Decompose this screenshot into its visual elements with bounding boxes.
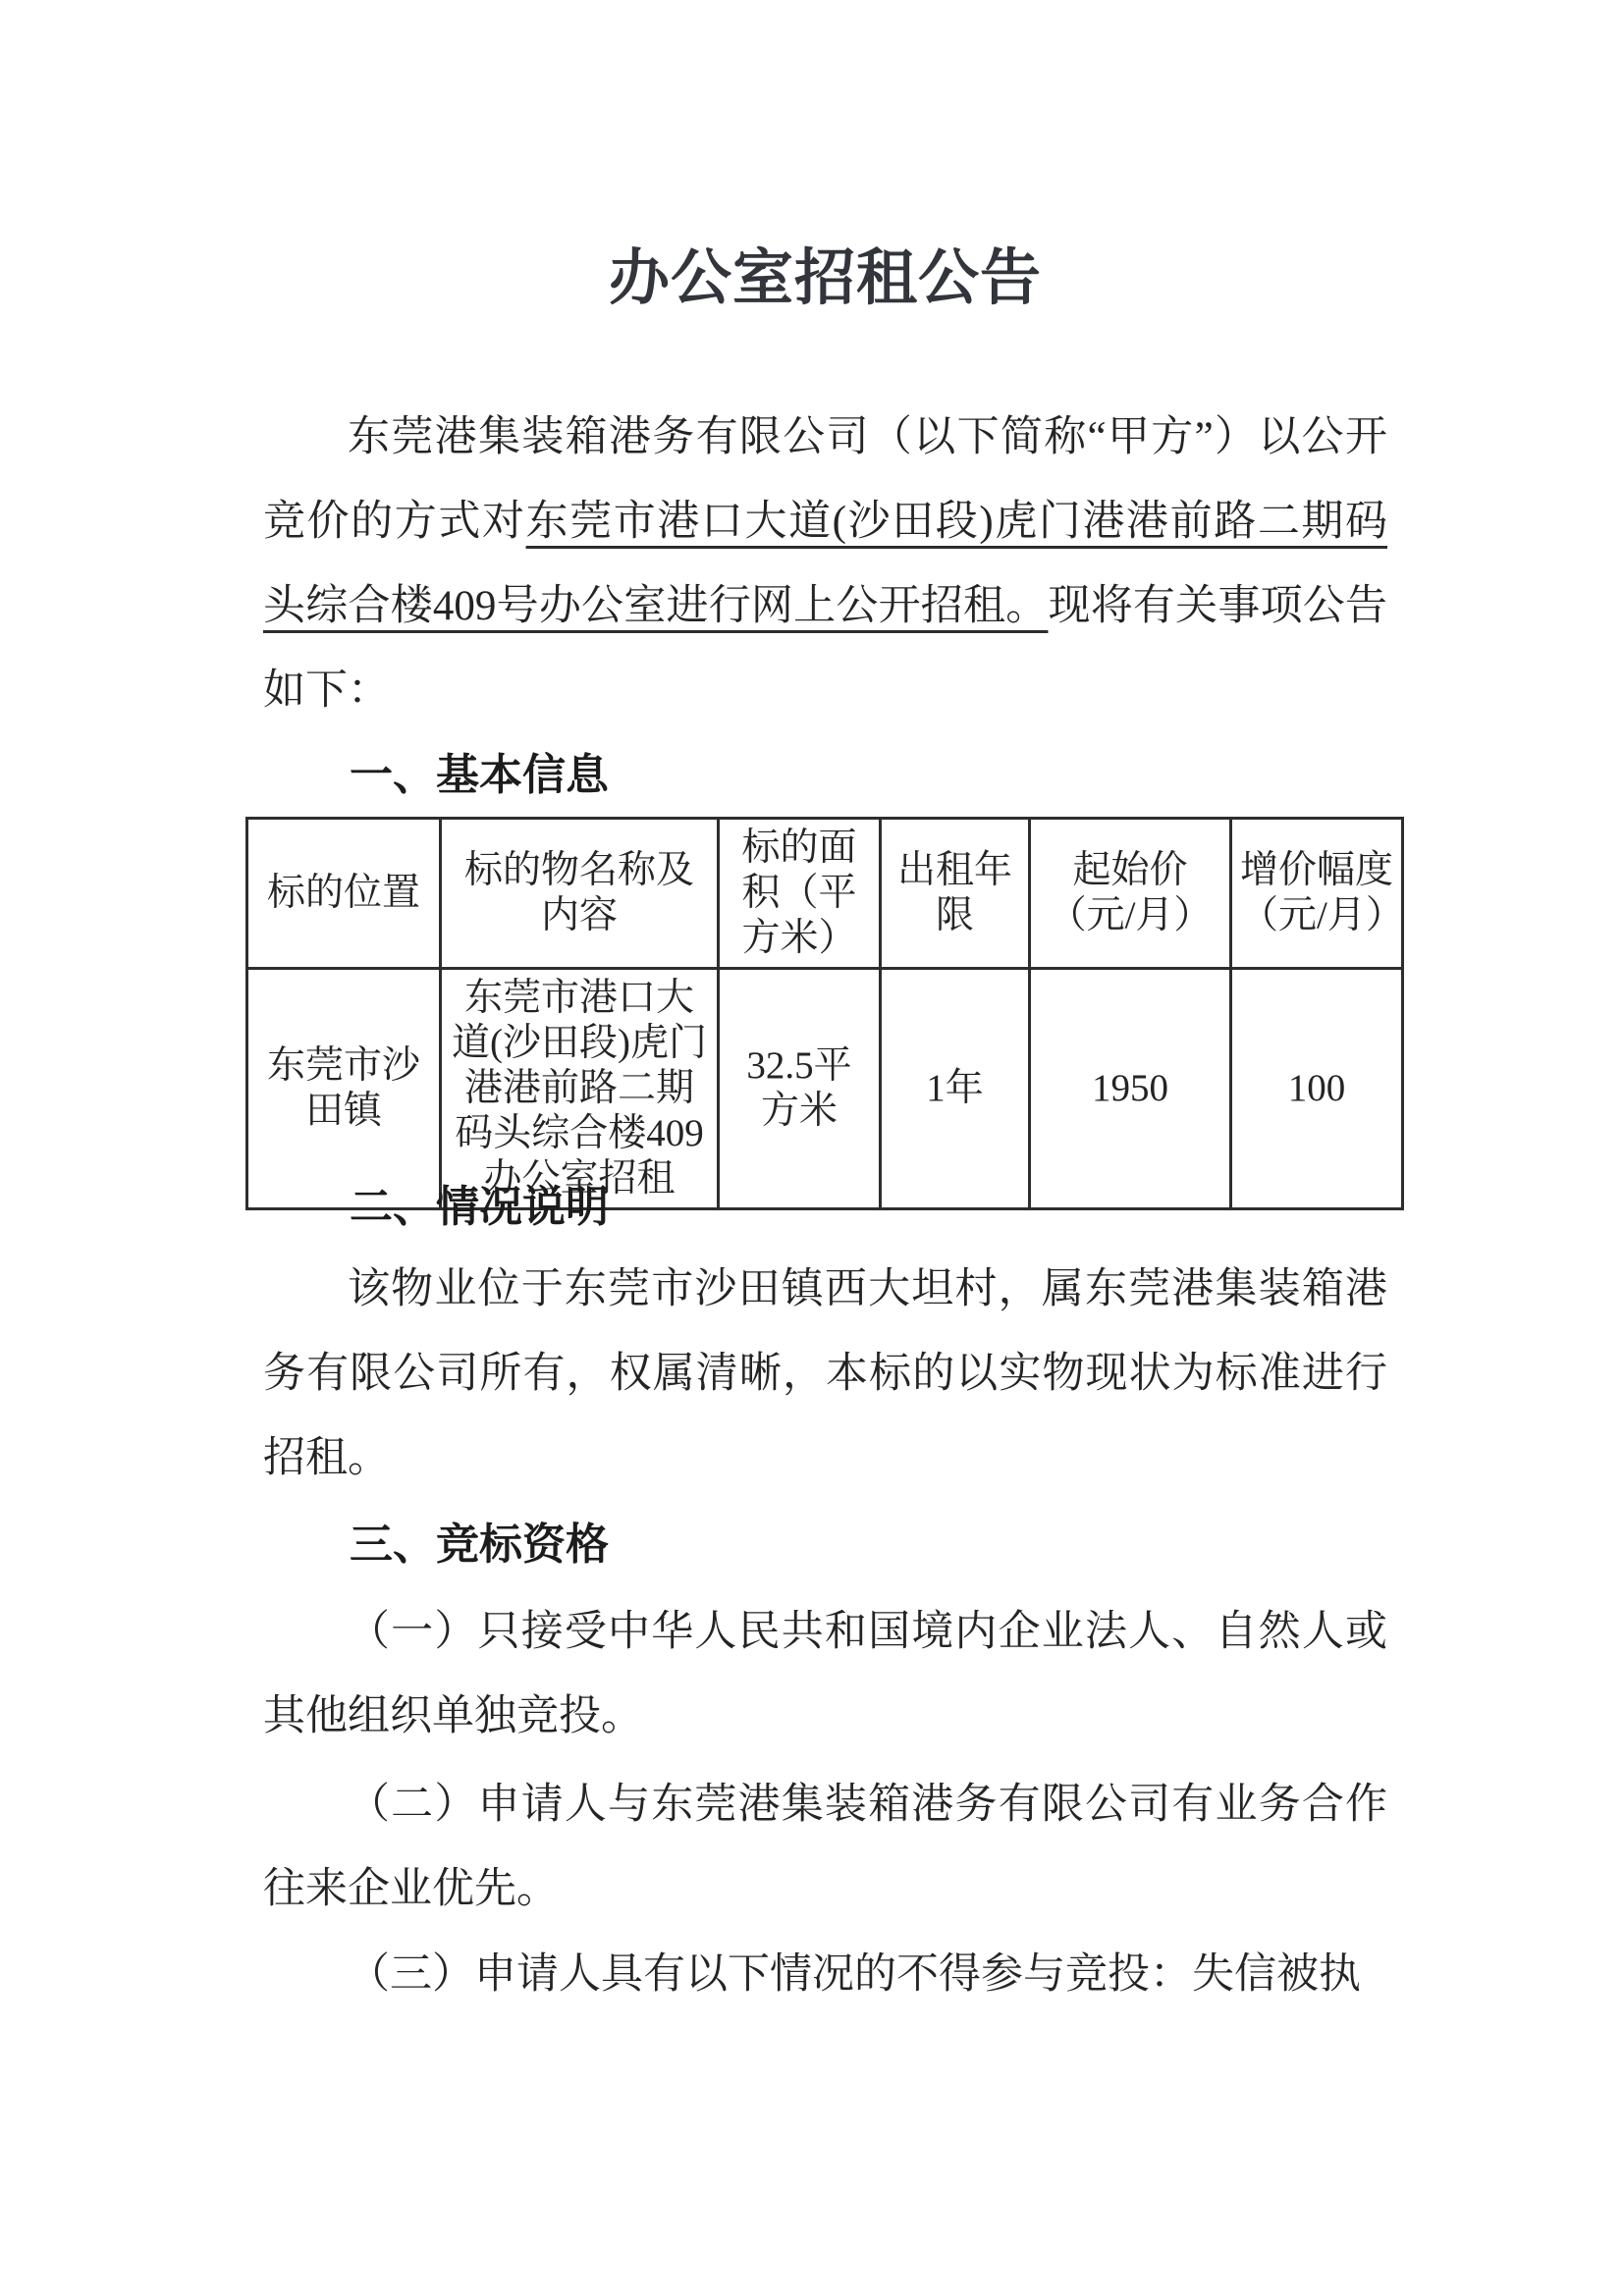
intro-text-end: 现将有关事项公告如下：: [263, 583, 1388, 714]
cell-name-content: 东莞市港口大道(沙田段)虎门港港前路二期码头综合楼409办公室招租: [441, 969, 719, 1209]
col-header-area: 标的面积（平方米）: [719, 819, 881, 969]
intro-underlined-address: 东莞市港口大道(沙田段)虎门港港前路二期码头综合楼409号办公室进行网上公开招租。: [263, 499, 1388, 629]
cell-area: 32.5平方米: [719, 969, 881, 1209]
col-header-increment: 增价幅度（元/月）: [1231, 819, 1403, 969]
cell-start-price: 1950: [1030, 969, 1231, 1209]
table-header-row: [247, 819, 1403, 969]
qualification-item-3: （三）申请人具有以下情况的不得参与竞投：失信被执: [348, 1951, 1361, 1998]
section-heading-basic-info: 一、基本信息: [350, 751, 609, 799]
col-header-start-price: 起始价（元/月）: [1030, 819, 1231, 969]
situation-paragraph: 该物业位于东莞市沙田镇西大坦村，属东莞港集装箱港务有限公司所有，权属清晰，本标的以实物现状为标准进行招租。: [263, 1266, 1387, 1481]
document-title: 办公室招租公告: [608, 245, 1042, 312]
cell-lease-term: 1年: [881, 969, 1030, 1209]
qualification-item-2: （二）申请人与东莞港集装箱港务有限公司有业务合作往来企业优先。: [263, 1782, 1387, 1912]
intro-paragraph: [263, 396, 1387, 733]
basic-info-table: [245, 817, 1404, 1210]
cell-location: 东莞市沙田镇: [247, 969, 441, 1209]
col-header-lease-term: 出租年限: [881, 819, 1030, 969]
col-header-location: 标的位置: [247, 819, 441, 969]
cell-increment: 100: [1231, 969, 1403, 1209]
section-heading-qualification: 三、竞标资格: [350, 1521, 609, 1569]
section-heading-situation: 二、情况说明: [350, 1183, 609, 1231]
col-header-name-content: 标的物名称及内容: [441, 819, 719, 969]
qualification-item-1: （一）只接受中华人民共和国境内企业法人、自然人或其他组织单独竞投。: [263, 1609, 1387, 1739]
intro-text-start: 东莞港集装箱港务有限公司（以下简称“甲方”）以公开竞价的方式对: [263, 414, 1387, 545]
